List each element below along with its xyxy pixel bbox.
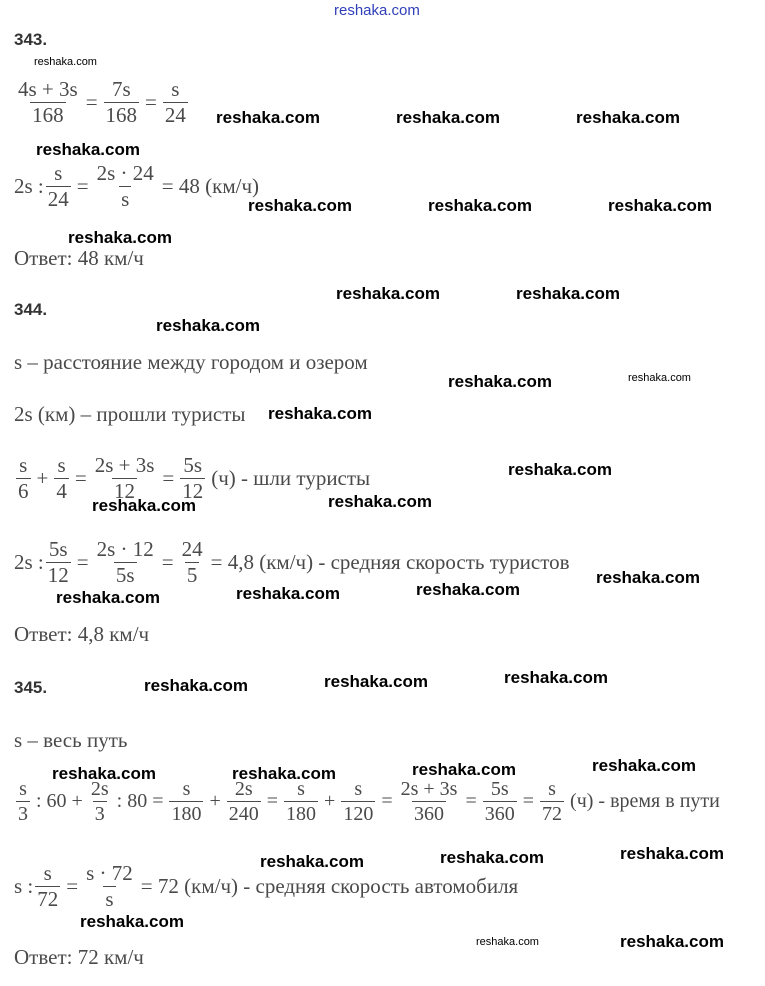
fraction: $\frac{4s + 3s}{168}$ — [18, 77, 78, 128]
fraction: $\frac{s}{180}$ — [171, 778, 202, 825]
watermark: reshaka.com — [328, 492, 432, 511]
watermark: reshaka.com — [144, 676, 248, 695]
watermark: reshaka.com — [628, 372, 691, 384]
fraction: $\frac{s}{180}$ — [286, 778, 317, 825]
watermark: reshaka.com — [52, 764, 156, 783]
problem-344-definition: s – расстояние между городом и озером — [14, 350, 368, 374]
fraction: $\frac{2s + 3s}{360}$ — [400, 778, 458, 825]
problem-344-equation-1: $\frac{s}{6}$ + $\frac{s}{4}$ = $\frac{2s + 3s}{12}$ = $\frac{5s}{12}$ (ч) - шли туристы — [18, 453, 371, 504]
watermark: reshaka.com — [260, 852, 364, 871]
fraction: $\frac{s}{24}$ — [47, 161, 69, 212]
fraction: $\frac{24}{5}$ — [181, 537, 203, 588]
problem-344-number: 344. — [14, 300, 48, 319]
problem-343-equation-1: $\frac{4s + 3s}{168}$ = $\frac{7s}{168}$ = $\frac{s}{24}$ — [18, 77, 186, 128]
fraction: $\frac{s}{4}$ — [56, 453, 67, 504]
watermark: reshaka.com — [416, 580, 520, 599]
watermark: reshaka.com — [92, 496, 196, 515]
watermark: reshaka.com — [268, 404, 372, 423]
watermark: reshaka.com — [324, 672, 428, 691]
watermark: reshaka.com — [620, 932, 724, 951]
watermark: reshaka.com — [448, 372, 552, 391]
fraction: $\frac{s}{120}$ — [343, 778, 374, 825]
fraction: $\frac{s}{6}$ — [18, 453, 29, 504]
fraction: $\frac{2s \cdot 12}{5s}$ — [96, 537, 154, 588]
watermark: reshaka.com — [516, 284, 620, 303]
fraction: $\frac{s}{3}$ — [18, 778, 28, 825]
problem-345-definition: s – весь путь — [14, 728, 128, 752]
watermark: reshaka.com — [236, 584, 340, 603]
fraction: $\frac{s}{72}$ — [542, 778, 563, 825]
fraction: $\frac{2s + 3s}{12}$ — [94, 453, 155, 504]
watermark: reshaka.com — [248, 196, 352, 215]
fraction: $\frac{5s}{12}$ — [47, 537, 69, 588]
problem-345-answer: Ответ: 72 км/ч — [14, 945, 144, 969]
watermark: reshaka.com — [56, 588, 160, 607]
watermark: reshaka.com — [440, 848, 544, 867]
watermark: reshaka.com — [576, 108, 680, 127]
watermark: reshaka.com — [620, 844, 724, 863]
problem-344-distance: 2s (км) – прошли туристы — [14, 402, 246, 426]
fraction: $\frac{5s}{12}$ — [182, 453, 204, 504]
watermark: reshaka.com — [412, 760, 516, 779]
problem-343-answer: Ответ: 48 км/ч — [14, 246, 144, 270]
watermark: reshaka.com — [476, 936, 539, 948]
watermark: reshaka.com — [504, 668, 608, 687]
fraction: $\frac{s}{24}$ — [164, 77, 186, 128]
fraction: $\frac{s}{72}$ — [37, 861, 59, 912]
problem-343-equation-2: 2s : $\frac{s}{24}$ = $\frac{2s \cdot 24}{s}$ = 48 (км/ч) — [14, 161, 259, 212]
fraction: $\frac{2s}{240}$ — [228, 778, 259, 825]
fraction: $\frac{2s \cdot 24}{s}$ — [96, 161, 154, 212]
problem-343-number: 343. — [14, 30, 48, 49]
watermark: reshaka.com — [34, 56, 97, 68]
fraction: $\frac{2s}{3}$ — [90, 778, 109, 825]
watermark: reshaka.com — [608, 196, 712, 215]
watermark: reshaka.com — [592, 756, 696, 775]
watermark: reshaka.com — [508, 460, 612, 479]
site-link[interactable]: reshaka.com — [334, 2, 420, 19]
problem-345-equation-2: s : $\frac{s}{72}$ = $\frac{s \cdot 72}{s}$ = 72 (км/ч) - средняя скорость автомобиля — [14, 861, 519, 912]
problem-345-equation-1: $\frac{s}{3}$ : 60 + $\frac{2s}{3}$ : 80 = $\frac{s}{180}$ + $\frac{2s}{240}$ = $\frac{s}{180}$ + $\frac{s}{120}$ = $\frac{2s + 3s}{360}$ = $\frac{5s}{360}$ = $\frac{s}{72}$ (ч) - время в пути — [18, 778, 720, 825]
problem-344-equation-2: 2s : $\frac{5s}{12}$ = $\frac{2s \cdot 12}{5s}$ = $\frac{24}{5}$ = 4,8 (км/ч) - средняя скорость туристов — [14, 537, 570, 588]
watermark: reshaka.com — [156, 316, 260, 335]
watermark: reshaka.com — [216, 108, 320, 127]
watermark: reshaka.com — [232, 764, 336, 783]
fraction: $\frac{7s}{168}$ — [105, 77, 138, 128]
watermark: reshaka.com — [36, 140, 140, 159]
fraction: $\frac{s \cdot 72}{s}$ — [86, 861, 133, 912]
watermark: reshaka.com — [68, 228, 172, 247]
fraction: $\frac{5s}{360}$ — [484, 778, 515, 825]
problem-345-number: 345. — [14, 678, 48, 697]
watermark: reshaka.com — [428, 196, 532, 215]
watermark: reshaka.com — [396, 108, 500, 127]
watermark: reshaka.com — [80, 912, 184, 931]
watermark: reshaka.com — [596, 568, 700, 587]
watermark: reshaka.com — [336, 284, 440, 303]
problem-344-answer: Ответ: 4,8 км/ч — [14, 622, 150, 646]
